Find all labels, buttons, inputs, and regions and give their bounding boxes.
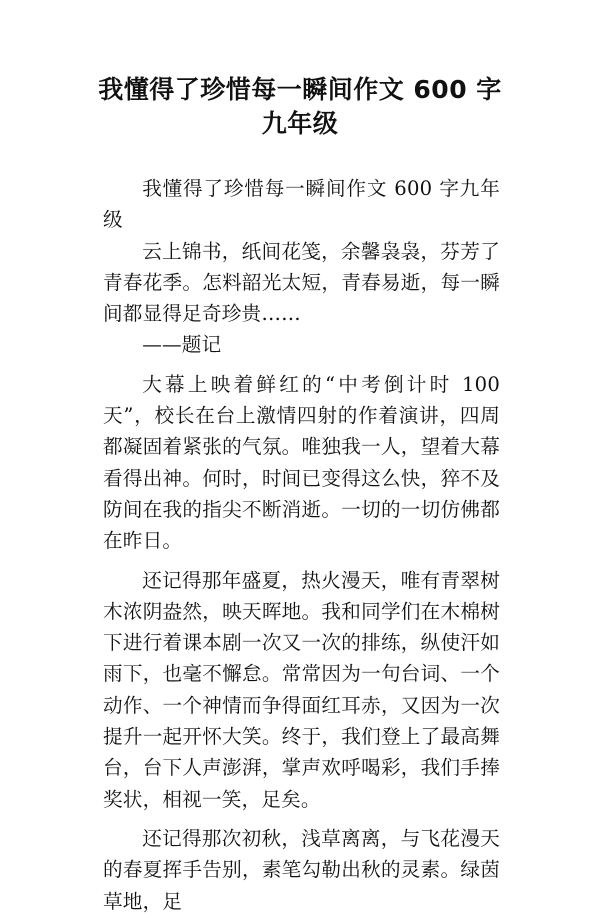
- subtitle-line: 我懂得了珍惜每一瞬间作文 600 字九年级: [103, 177, 500, 232]
- epigraph-attribution: ——题记: [142, 333, 222, 357]
- body-paragraph: 大幕上映着鲜红的“中考倒计时 100 天”，校长在台上激情四射的作着演讲，四周都凝固着紧张的气氛。唯独我一人，望着大幕看得出神。何时，时间已变得这么快，猝不及防间在我的指尖不断消逝。一切的一切仿佛都在昨日。: [103, 372, 500, 553]
- document-body: [103, 173, 500, 917]
- body-paragraph: 还记得那次初秋，浅草离离，与飞花漫天的春夏挥手告别，素笔勾勒出秋的灵素。绿茵草地，足: [103, 826, 500, 913]
- document-title: 我懂得了珍惜每一瞬间作文 600 字九年级: [98, 75, 502, 138]
- body-paragraph: 还记得那年盛夏，热火漫天，唯有青翠树木浓阴盎然，映天晖地。我和同学们在木棉树下进行着课本剧一次又一次的排练，纵使汗如雨下，也毫不懈怠。常常因为一句台词、一个动作、一个神情而争得面红耳赤，又因为一次提升一起开怀大笑。终于，我们登上了最高舞台，台下人声澎湃，掌声欢呼喝彩，我们手捧奖状，相视一笑，足矣。: [103, 568, 500, 811]
- intro-paragraph: 云上锦书，纸间花笺，余馨袅袅，芬芳了青春花季。怎料韶光太短，青春易逝，每一瞬间都显得足奇珍贵……: [103, 239, 500, 326]
